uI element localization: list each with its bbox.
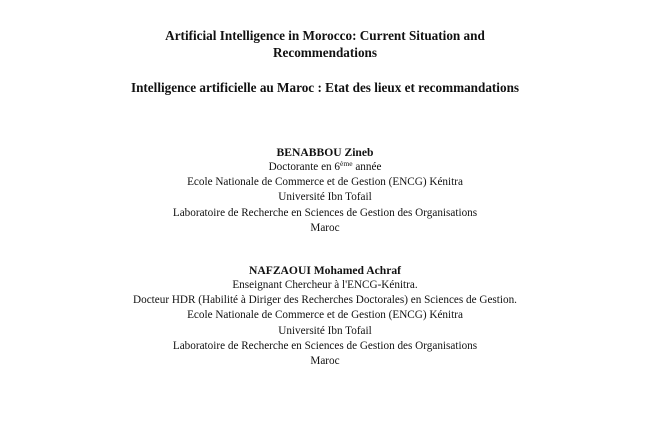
affiliation-line: Maroc bbox=[310, 221, 340, 234]
affiliation-line: Ecole Nationale de Commerce et de Gestion (ENCG) Kénitra bbox=[187, 176, 463, 189]
author-degree bbox=[0, 160, 650, 175]
title-english-line-2: Recommendations bbox=[272, 45, 378, 60]
author-name: BENABBOU Zineb bbox=[276, 146, 374, 159]
title-english-line-1: Artificial Intelligence in Morocco: Current Situation and bbox=[165, 28, 485, 43]
author-block-1 bbox=[0, 145, 650, 236]
affiliation-line: Maroc bbox=[310, 355, 340, 368]
title-french: Intelligence artificielle au Maroc : Etat des lieux et recommandations bbox=[130, 80, 520, 95]
degree-superscript: ème bbox=[340, 159, 353, 168]
affiliation-line: Enseignant Chercheur à l'ENCG-Kénitra. bbox=[232, 279, 418, 291]
affiliation-line: Université Ibn Tofail bbox=[278, 191, 372, 204]
title-block bbox=[0, 27, 650, 96]
affiliation-line: Laboratoire de Recherche en Sciences de Gestion des Organisations bbox=[172, 339, 478, 352]
affiliation-line: Université Ibn Tofail bbox=[278, 324, 372, 337]
degree-suffix: année bbox=[352, 161, 382, 173]
affiliation-line: Laboratoire de Recherche en Sciences de Gestion des Organisations bbox=[172, 206, 478, 219]
degree-prefix: Doctorante en 6 bbox=[268, 161, 341, 173]
affiliation-line: Ecole Nationale de Commerce et de Gestion (ENCG) Kénitra bbox=[187, 309, 463, 322]
affiliation-line: Docteur HDR (Habilité à Diriger des Recherches Doctorales) en Sciences de Gestion. bbox=[133, 294, 517, 307]
author-block-2 bbox=[0, 263, 650, 369]
author-name: NAFZAOUI Mohamed Achraf bbox=[249, 264, 401, 277]
title-english bbox=[0, 27, 650, 61]
